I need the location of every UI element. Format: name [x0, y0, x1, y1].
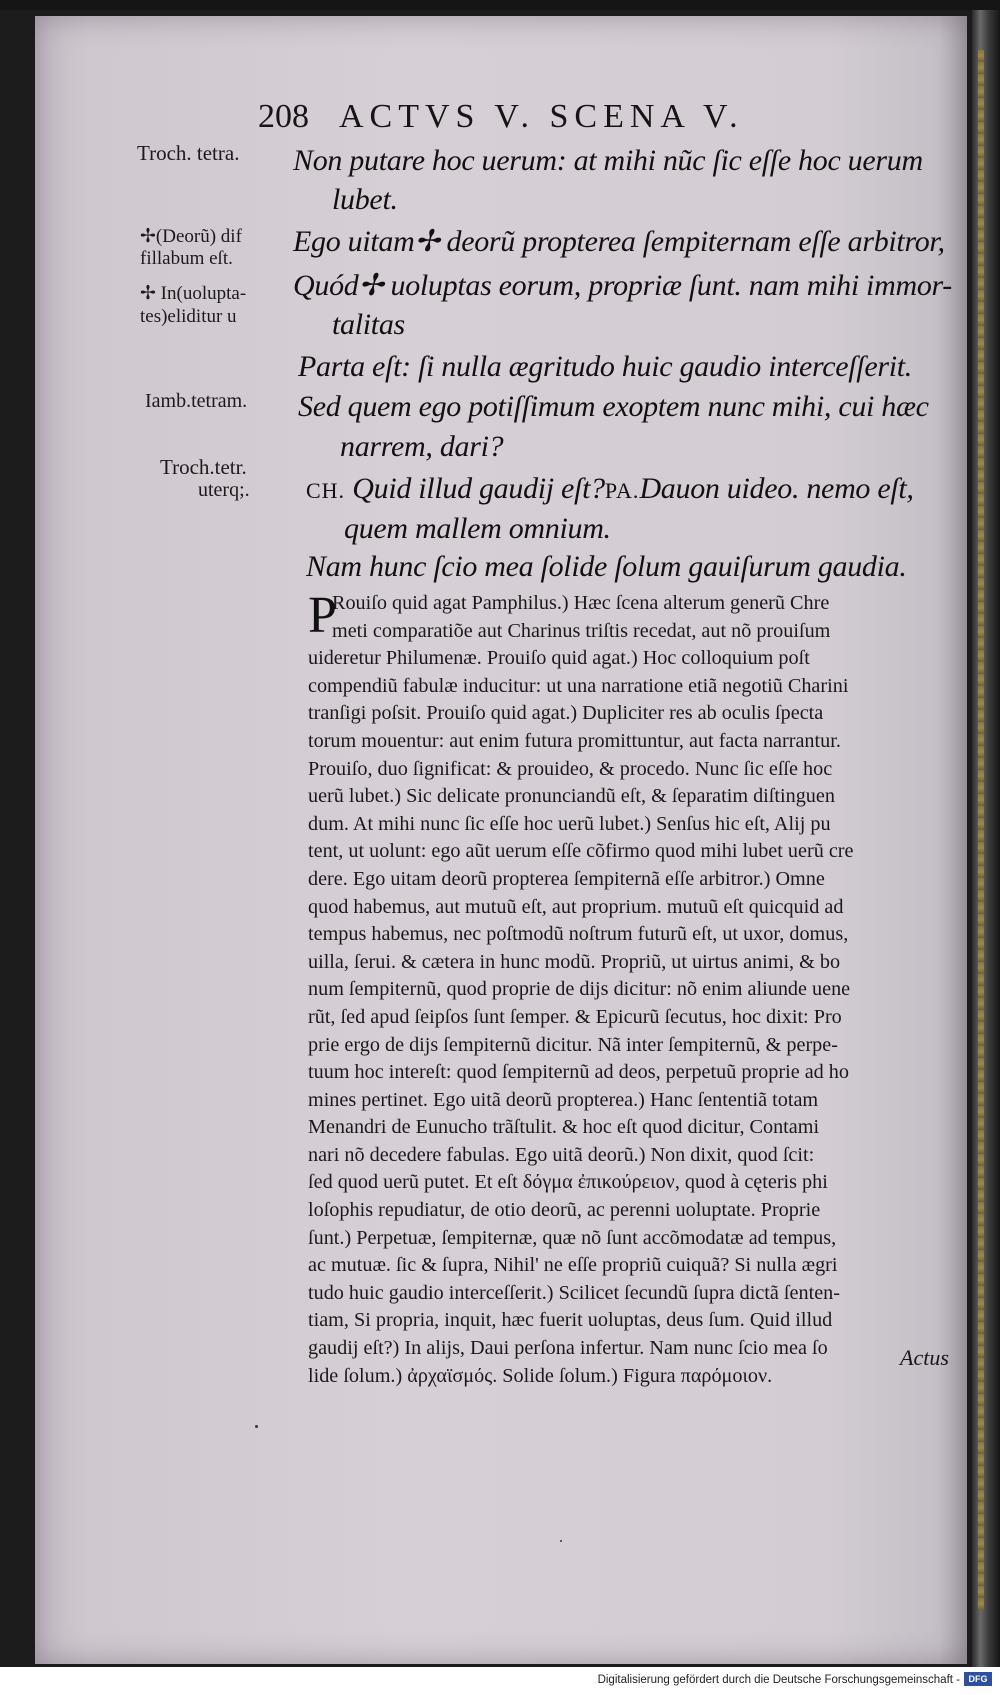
commentary-line: quod habemus, aut mutuũ eſt, aut proprium. mutuũ eſt quicquid ad	[308, 895, 844, 918]
margin-note-meter-1: Troch. tetra.	[137, 141, 240, 165]
commentary-line: Menandri de Eunucho trãſtulit. & hoc eſt quod dicitur, Contami	[308, 1116, 820, 1139]
commentary-line: prie ergo de dijs ſempiternũ dicitur. Nã inter ſempiternũ, & perpe-	[308, 1033, 838, 1056]
verse-line-speakers	[306, 472, 914, 506]
verse-line: Quód✢ uoluptas eorum, propriæ ſunt. nam mihi immor-	[293, 269, 952, 302]
commentary-line: tempus habemus, nec poſtmodũ noſtrum futurũ eſt, ut uxor, domus,	[308, 923, 849, 946]
commentary-line: loſophis repudiatur, de otio deorũ, ac perenni uoluptate. Proprie	[308, 1199, 821, 1222]
commentary-line: tudo huic gaudio interceſſerit.) Scilicet ſecundũ ſupra dictã ſenten-	[308, 1281, 840, 1304]
speaker-pa: PA.	[604, 478, 640, 503]
commentary-line: tiam, Si propria, inquit, hæc fuerit uoluptas, deus ſum. Quid illud	[308, 1309, 833, 1332]
commentary-line: rũt, ſed apud ſeipſos ſunt ſemper. & Epicurũ ſecutus, hoc dixit: Pro	[308, 1005, 842, 1028]
commentary-line: ac mutuæ. ſic & ſupra, Nihil' ne eſſe propriũ cuiquã? Si nulla ægri	[308, 1254, 838, 1277]
commentary-line: num ſempiternũ, quod proprie de dijs dicitur: nõ enim aliunde uene	[308, 978, 851, 1001]
verse-line: talitas	[332, 308, 405, 341]
speaker-ch: CH.	[306, 478, 346, 503]
verse-line: lubet.	[332, 183, 398, 216]
digitization-footer	[0, 1667, 1000, 1695]
margin-note-meter-4: uterq;.	[198, 479, 250, 501]
commentary-line: tranſigi poſsit. Prouiſo quid agat.) Dupliciter res ab oculis ſpecta	[308, 702, 824, 725]
commentary-line: uideretur Philumenæ. Prouiſo quid agat.) Hoc colloquium poſt	[308, 647, 810, 670]
commentary-line: uerũ lubet.) Sic delicate pronunciandũ eſt, & ſeparatim diſtinguen	[308, 785, 835, 808]
margin-note-voluptates-1: ✢ In(uolupta-	[140, 283, 247, 304]
running-head	[258, 98, 918, 142]
commentary-line: uilla, ſerui. & cætera in hunc modũ. Propriũ, ut uirtus animi, & bo	[308, 950, 841, 973]
paper-speck	[560, 1540, 562, 1542]
commentary-line: compendiũ fabulæ inducitur: ut una narratione etiã negotiũ Charini	[308, 674, 849, 697]
margin-note-meter-3: Troch.tetr.	[160, 455, 247, 479]
commentary-block	[308, 587, 948, 1390]
running-head-title: ACTVS V. SCENA V.	[339, 98, 744, 135]
margin-note-deorum-2: fillabum eſt.	[140, 248, 233, 269]
verse-line: Non putare hoc uerum: at mihi nũc ſic eſſe hoc uerum	[293, 144, 923, 177]
commentary-line: dum. At mihi nunc ſic eſſe hoc uerũ lubet.) Senſus hic eſt, Alij pu	[308, 812, 831, 835]
catchword: Actus	[900, 1345, 949, 1370]
commentary-line: ſed quod uerũ putet. Et eſt δόγμα ἐπικούρειον, quod à cęteris phi	[308, 1171, 828, 1194]
top-border	[0, 0, 1000, 10]
commentary-line: dere. Ego uitam deorũ propterea ſempiternã eſſe arbitror.) Omne	[308, 867, 825, 890]
verse-line: narrem, dari?	[340, 430, 504, 463]
margin-note-voluptates-2: tes)eliditur u	[140, 306, 237, 327]
commentary-line: ſunt.) Perpetuæ, ſempiternæ, quæ nõ ſunt accõmodatæ ad tempus,	[308, 1226, 837, 1249]
commentary-line: tuum hoc intereſt: quod ſempiternũ ad deos, perpetuũ proprie ad ho	[308, 1061, 849, 1084]
commentary-line: nari nõ decedere fabulas. Ego uitã deorũ.) Non dixit, quod ſcit:	[308, 1143, 815, 1166]
commentary-line: torum mouentur: aut enim futura promittuntur, aut facta narrantur.	[308, 729, 841, 752]
verse-line: Parta eſt: ſi nulla ægritudo huic gaudio interceſſerit.	[298, 350, 912, 383]
commentary-line: gaudij eſt?) In alijs, Daui perſona infertur. Nam nunc ſcio mea ſo	[308, 1337, 828, 1360]
paper-speck	[255, 1425, 258, 1428]
verse-line: quem mallem omnium.	[344, 512, 611, 545]
commentary-line: tent, ut uolunt: ego aũt uerum eſſe cõfirmo quod mihi lubet uerũ cre	[308, 840, 854, 863]
book-binding-edge	[972, 10, 1000, 1667]
commentary-line: Rouiſo quid agat Pamphilus.) Hæc ſcena alterum generũ Chre	[332, 592, 830, 614]
verse-line: Sed quem ego potiſſimum exoptem nunc mihi, cui hæc	[298, 390, 929, 423]
margin-note-meter-2: Iamb.tetram.	[145, 390, 248, 412]
verse-fragment: Quid illud gaudij eſt?	[352, 472, 605, 505]
margin-note-deorum-1: ✢(Deorũ) dif	[140, 226, 242, 247]
commentary-line: meti comparatiõe aut Charinus triſtis recedat, aut nõ prouiſum	[332, 619, 831, 642]
funding-credit: Digitalisierung gefördert durch die Deutsche Forschungsgemeinschaft -	[597, 1674, 960, 1686]
commentary-line: lide ſolum.) ἀρχαϊσμός. Solide ſolum.) Figura παρόμοιον.	[308, 1364, 773, 1387]
verse-fragment: Dauon uideo. nemo eſt,	[639, 472, 914, 505]
drop-cap: P	[308, 587, 337, 644]
commentary-line: Prouiſo, duo ſignificat: & prouideo, & procedo. Nunc ſic eſſe hoc	[308, 757, 833, 780]
commentary-line: mines pertinet. Ego uitã deorũ propterea.) Hanc ſententiã totam	[308, 1088, 819, 1111]
page-number: 208	[258, 98, 309, 135]
verse-line: Ego uitam✢ deorũ propterea ſempiternam eſſe arbitror,	[293, 225, 945, 258]
verse-line: Nam hunc ſcio mea ſolide ſolum gauiſurum gaudia.	[306, 550, 907, 583]
dfg-logo: DFG	[964, 1672, 992, 1686]
